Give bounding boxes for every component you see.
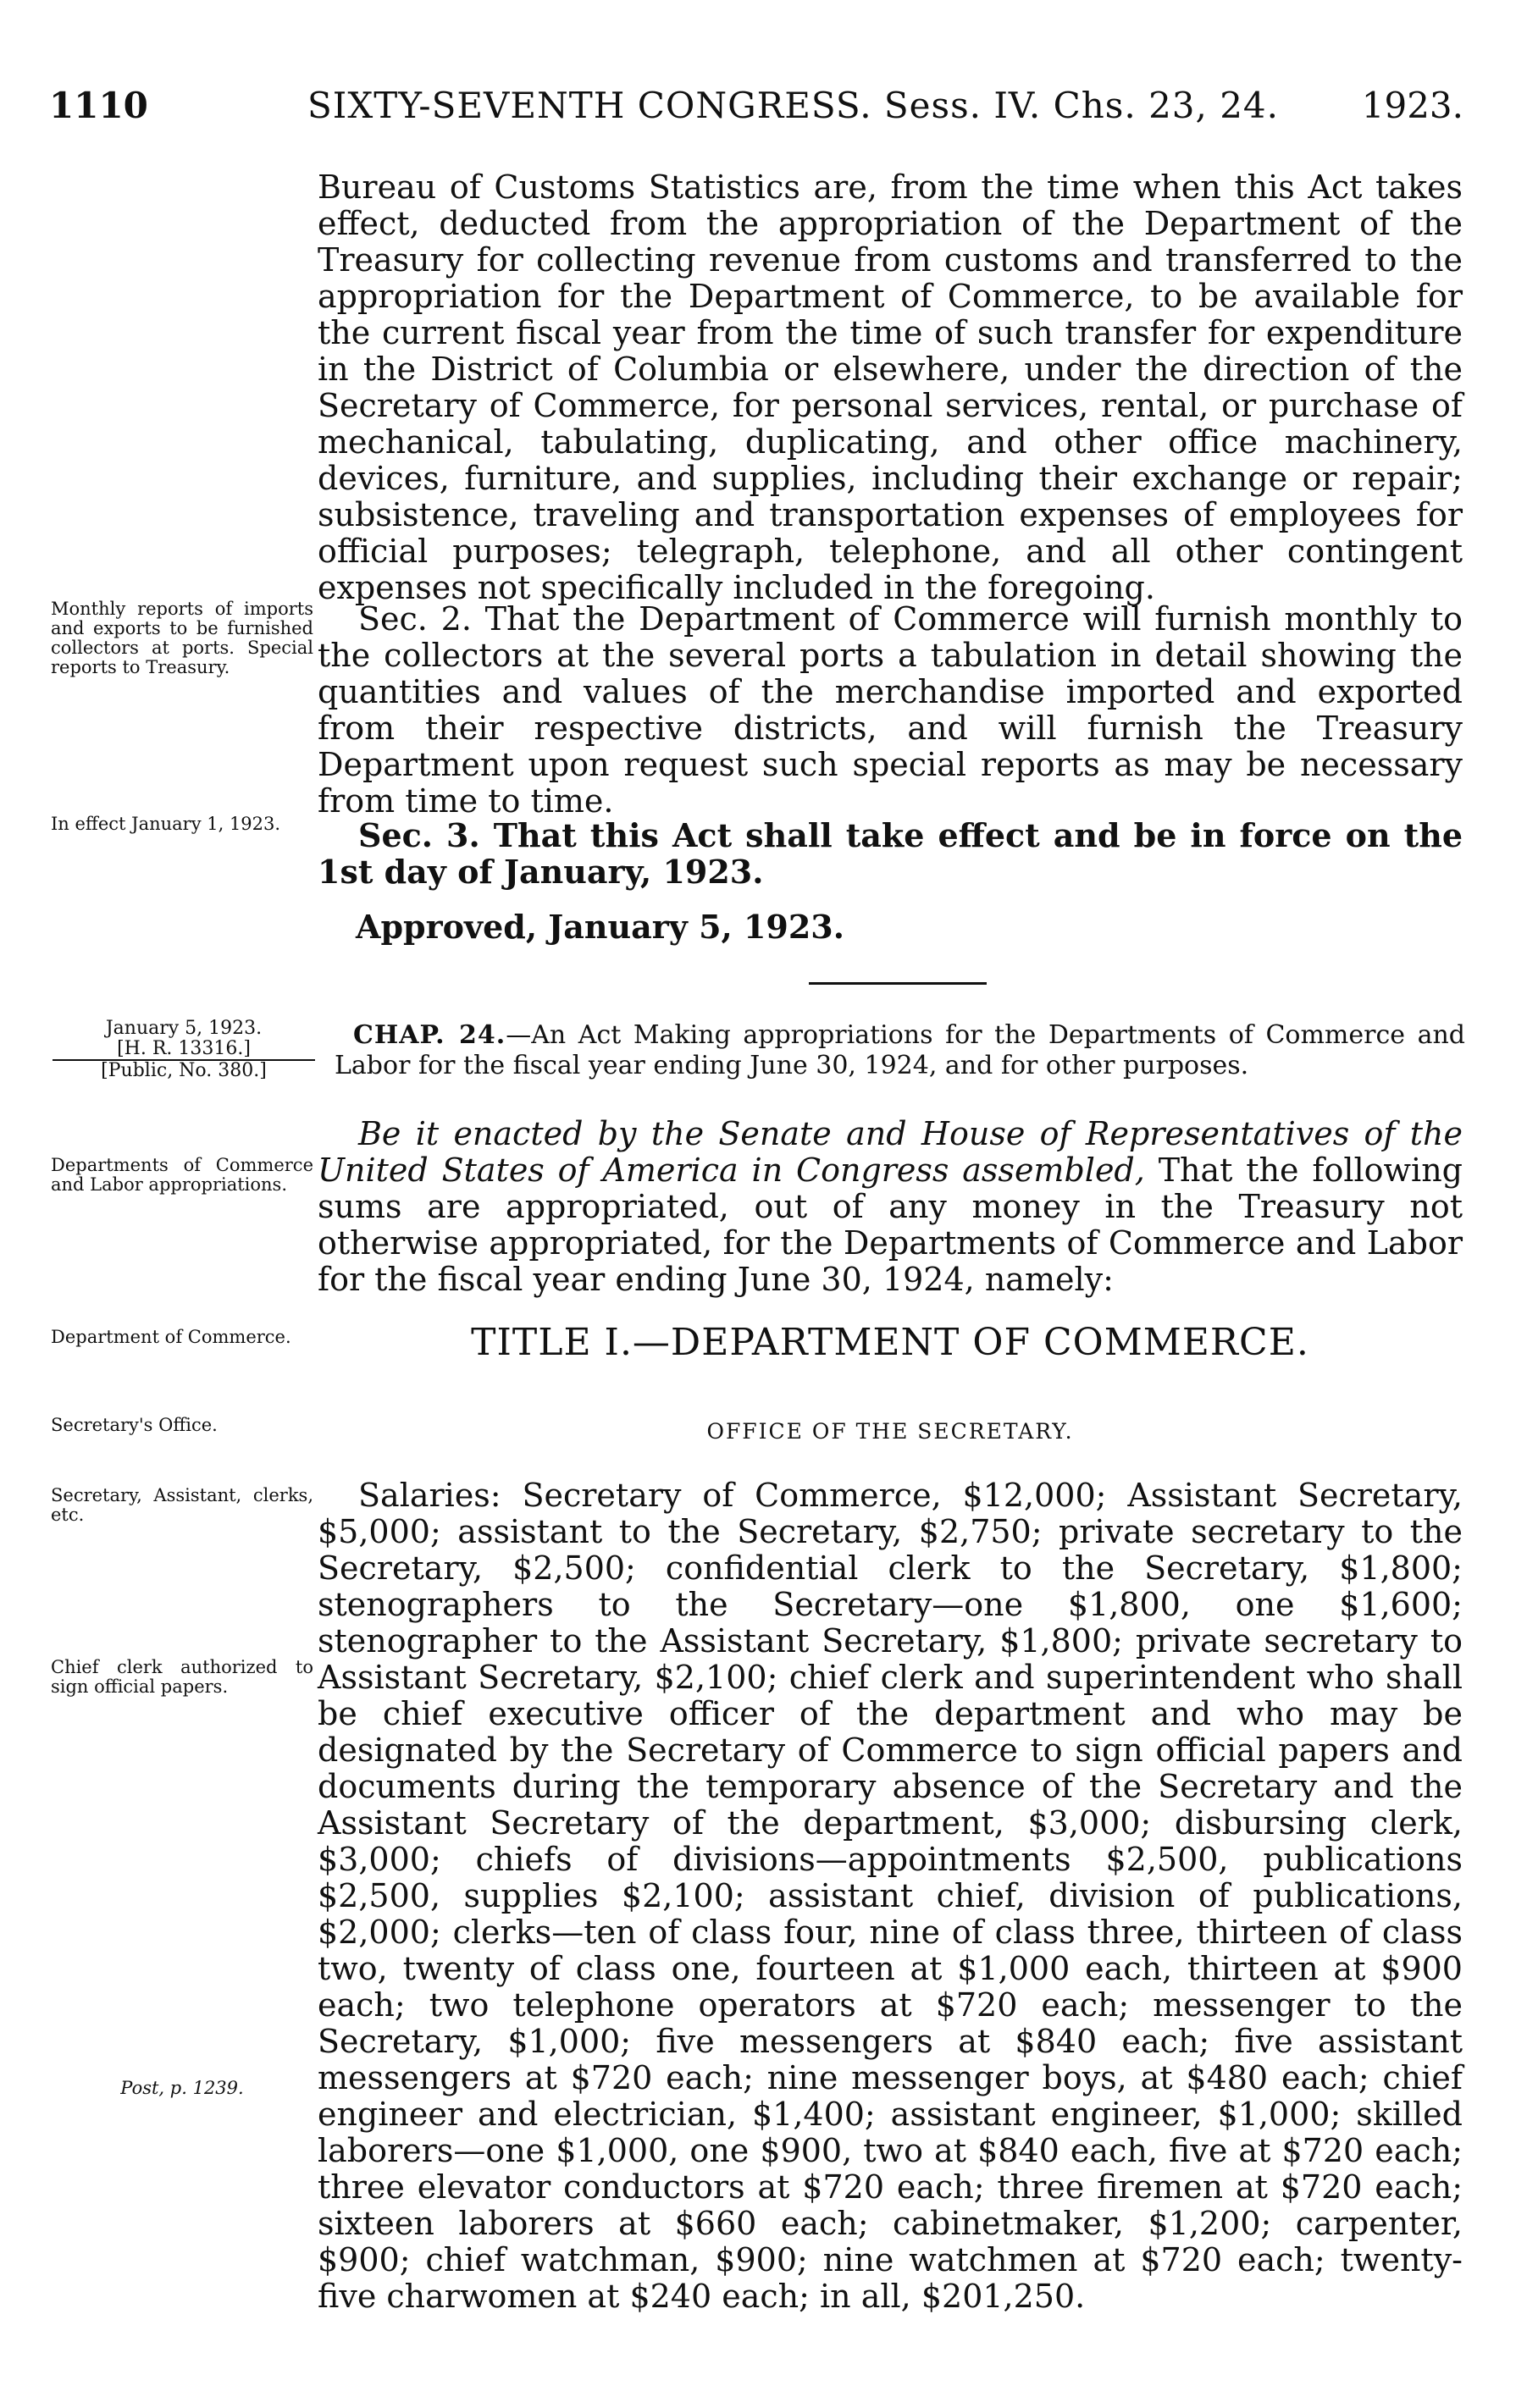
page-header (49, 85, 1463, 135)
page-number: 1110 (49, 85, 148, 126)
section-3-text: Sec. 3. That this Act shall take effect and be in force on the 1st day of January, 1923. (318, 816, 1463, 891)
salaries-paragraph (318, 1477, 1463, 2315)
section-divider (809, 982, 987, 985)
chapter-heading (335, 1020, 1465, 1081)
margin-note-chief-clerk: Chief clerk authorized to sign official papers. (51, 1657, 313, 1697)
enacting-clause-text: That the following sums are appropriated, out of any money in the Treasury not otherwise appropriated, for the Departments of Commerce and Labor for the fiscal year ending June 30, 1924, namely: (318, 1152, 1463, 1298)
header-year: 1923. (1361, 85, 1463, 126)
margin-note-monthly-reports: Monthly reports of imports and exports to be furnished collectors at ports. Special reports to Treasury. (51, 599, 313, 677)
section-2 (318, 601, 1463, 820)
section-3 (318, 817, 1463, 890)
margin-note-appropriations: Departments of Commerce and Labor appropriations. (51, 1155, 313, 1195)
running-title: SIXTY-SEVENTH CONGRESS. Sess. IV. Chs. 23, 24. (307, 85, 1280, 126)
chapter-description: —An Act Making appropriations for the Departments of Commerce and Labor for the fiscal year ending June 30, 1924, and for other purposes. (335, 1020, 1465, 1080)
enacting-clause-italic: Be it enacted by the Senate and House of Representatives of the United States of America in Congress assembled, (318, 1115, 1463, 1189)
enacting-clause (318, 1116, 1463, 1298)
section-2-text: Sec. 2. That the Department of Commerce will furnish monthly to the collectors at the several ports a tabulation in detail showing the quantities and values of the merchandise imported and exported from their respective districts, and will furnish the Treasury Department upon request such special reports as may be necessary from time to time. (318, 600, 1463, 820)
chapter-public-number: [Public, No. 380.] (53, 1059, 315, 1081)
body-paragraph-continued (318, 169, 1463, 606)
office-subheading: OFFICE OF THE SECRETARY. (706, 1419, 1074, 1444)
approved-line: Approved, January 5, 1923. (356, 908, 844, 946)
paragraph-text: Bureau of Customs Statistics are, from the time when this Act takes effect, deducted from the appropriation of the Department of the Treasury for collecting revenue from customs and transferred to the appropriation for the Department of Commerce, to be available for the current fiscal year from the time of such transfer for expenditure in the District of Columbia or elsewhere, under the direction of the Secretary of Commerce, for personal services, rental, or purchase of mechanical, tabulating, duplicating, and other office machinery, devices, furniture, and supplies, including their exchange or repair; subsistence, traveling and transportation expenses of employees for official purposes; telegraph, telephone, and all other contingent expenses not specifically included in the foregoing. (318, 168, 1463, 606)
margin-note-department: Department of Commerce. (51, 1327, 291, 1347)
chapter-date: January 5, 1923. (105, 1018, 263, 1039)
salaries-text: Salaries: Secretary of Commerce, $12,000; Assistant Secretary, $5,000; assistant to the Secretary, $2,750; private secretary to the Secretary, $2,500; confidential clerk to the Secretary, $1,800; stenographers to the Secretary—one $1,800, one $1,600; stenographer to the Assistant Secretary, $1,800; private secretary to Assistant Secretary, $2,100; chief clerk and superintendent who shall be chief executive officer of the department and who may be designated by the Secretary of Commerce to sign official papers and documents during the temporary absence of the Secretary and the Assistant Secretary of the department, $3,000; disbursing clerk, $3,000; chiefs of divisions—appointments $2,500, publications $2,500, supplies $2,100; assistant chief, division of publications, $2,000; clerks—ten of class four, nine of class three, thirteen of class two, twenty of class one, fourteen at $1,000 each, thirteen at $900 each; two telephone operators at $720 each; messenger to the Secretary, $1,000; five messengers at $840 each; five assistant messengers at $720 each; nine messenger boys, at $480 each; chief engineer and electrician, $1,400; assistant engineer, $1,000; skilled laborers—one $1,000, one $900, two at $840 each, five at $720 each; three elevator conductors at $720 each; three firemen at $720 each; sixteen laborers at $660 each; cabinetmaker, $1,200; carpenter, $900; chief watchman, $900; nine watchmen at $720 each; twenty-five charwomen at $240 each; in all, $201,250. (318, 1477, 1463, 2315)
title-heading: TITLE I.—DEPARTMENT OF COMMERCE. (471, 1321, 1309, 1364)
chapter-side-note (53, 1019, 315, 1081)
margin-note-post: Post, p. 1239. (120, 2078, 244, 2098)
margin-note-in-effect: In effect January 1, 1923. (51, 814, 281, 834)
margin-note-secretary-office: Secretary's Office. (51, 1415, 218, 1435)
chapter-bill-number: [H. R. 13316.] (117, 1038, 251, 1059)
chapter-label: CHAP. 24. (353, 1020, 506, 1050)
margin-note-secretary-clerks: Secretary, Assistant, clerks, etc. (51, 1485, 313, 1525)
